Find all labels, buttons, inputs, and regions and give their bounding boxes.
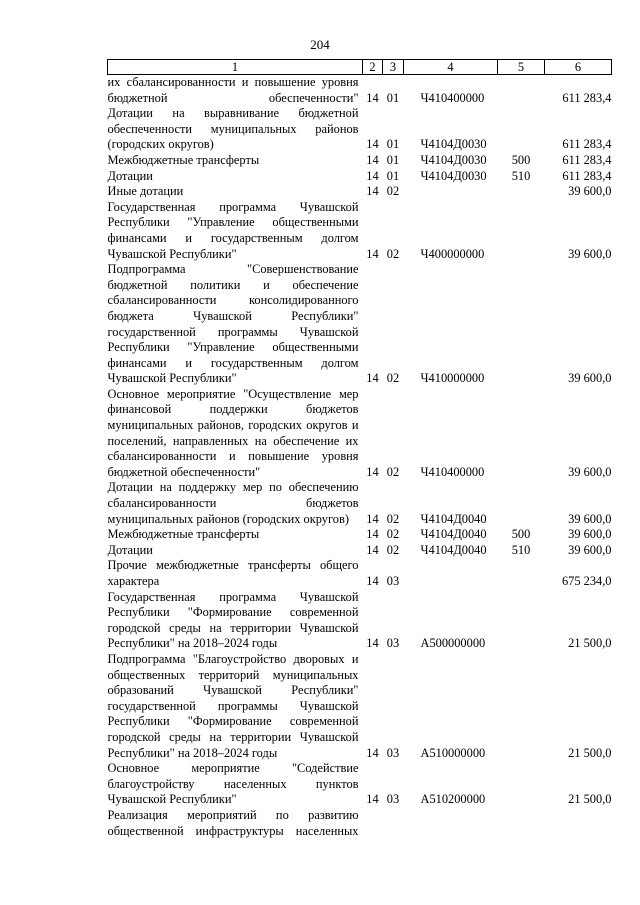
- row-subsection: 02: [386, 464, 400, 479]
- row-section: 14: [366, 542, 379, 557]
- table-row: [108, 527, 612, 543]
- row-amount: 611 283,4: [562, 152, 612, 167]
- row-target-article: Ч410400000: [420, 90, 485, 105]
- row-target-article: Ч400000000: [420, 246, 485, 261]
- row-expense-type: [498, 200, 545, 262]
- row-target-article: Ч4104Д0040: [420, 527, 487, 542]
- row-amount: 39 600,0: [568, 542, 612, 557]
- column-header-section: 2: [363, 60, 383, 75]
- row-target-article: [404, 808, 498, 839]
- row-section: 14: [366, 511, 379, 526]
- table-row: [108, 169, 612, 185]
- row-subsection: 02: [386, 246, 400, 261]
- row-expense-type: 500: [511, 152, 531, 167]
- row-subsection: 02: [386, 511, 400, 526]
- row-expense-type: 500: [511, 527, 531, 542]
- row-target-article: А510000000: [420, 745, 486, 760]
- row-amount: 39 600,0: [568, 184, 612, 199]
- row-subsection: 01: [386, 152, 400, 167]
- row-subsection: 02: [386, 527, 400, 542]
- row-amount: 39 600,0: [568, 371, 612, 386]
- row-amount: 39 600,0: [568, 527, 612, 542]
- column-header-expense-type: 5: [498, 60, 545, 75]
- column-header-target-article: 4: [404, 60, 498, 75]
- row-section: 14: [366, 184, 379, 199]
- row-target-article: А510200000: [420, 792, 486, 807]
- row-expense-type: 510: [511, 168, 531, 183]
- row-subsection: 02: [386, 184, 400, 199]
- row-name: Подпрограмма "Благоустройство дворовых и общественных территорий муниципальных образований Чувашской Республики" государственной программы Чувашской Республики "Формирование современной городской среды на территории Чувашской Республики" на 2018–2024 годы: [107, 651, 359, 760]
- row-subsection: 02: [386, 371, 400, 386]
- row-expense-type: [498, 75, 545, 107]
- row-section: [363, 808, 383, 839]
- row-section: 14: [366, 168, 379, 183]
- table-row: [108, 480, 612, 527]
- row-expense-type: [498, 387, 545, 481]
- row-subsection: 03: [386, 574, 400, 588]
- table-row: [108, 200, 612, 262]
- row-target-article: [404, 184, 498, 200]
- row-amount: 39 600,0: [568, 511, 612, 526]
- row-amount: 611 283,4: [562, 90, 612, 105]
- row-expense-type: [498, 808, 545, 839]
- row-expense-type: [498, 262, 545, 387]
- row-expense-type: [498, 652, 545, 761]
- row-section: 14: [366, 745, 379, 760]
- row-section: 14: [366, 792, 379, 807]
- row-expense-type: [498, 106, 545, 153]
- row-section: 14: [366, 371, 379, 386]
- row-section: 14: [366, 90, 379, 105]
- table-row: [108, 590, 612, 652]
- table-row: [108, 652, 612, 761]
- row-name: Основное мероприятие "Осуществление мер финансовой поддержки бюджетов муниципальных районов, городских округов и поселений, направленных на обеспечение их сбалансированности и повышение уровня бюджетной обеспеченности": [107, 386, 359, 479]
- row-expense-type: 510: [511, 542, 531, 557]
- table-row: [108, 808, 612, 839]
- column-header-amount: 6: [545, 60, 612, 75]
- row-section: 14: [366, 152, 379, 167]
- row-name: Иные дотации: [107, 184, 184, 199]
- row-expense-type: [498, 590, 545, 652]
- row-amount: 611 283,4: [562, 137, 612, 152]
- row-subsection: 03: [386, 636, 400, 651]
- row-expense-type: [498, 558, 545, 589]
- row-amount: 39 600,0: [568, 246, 612, 261]
- row-expense-type: [498, 480, 545, 527]
- row-expense-type: [498, 761, 545, 808]
- row-name: Дотации на поддержку мер по обеспечению сбалансированности бюджетов муниципальных районов (городских округов): [107, 480, 359, 526]
- row-subsection: 01: [386, 137, 400, 152]
- column-header-name: 1: [108, 60, 363, 75]
- row-name: Подпрограмма "Совершенствование бюджетной политики и обеспечение сбалансированности консолидированного бюджета Чувашской Республики" государственной программы Чувашской Республики "Управление общественными финансами и государственным долгом Чувашской Республики": [107, 262, 359, 386]
- table-row: [108, 153, 612, 169]
- row-amount: 611 283,4: [562, 168, 612, 183]
- table-row: [108, 184, 612, 200]
- row-subsection: 02: [386, 542, 400, 557]
- page-number: 204: [310, 37, 330, 52]
- row-section: 14: [366, 464, 379, 479]
- row-subsection: 01: [386, 90, 400, 105]
- row-name: Государственная программа Чувашской Республики "Управление общественными финансами и государственным долгом Чувашской Республики": [107, 199, 359, 261]
- row-name: их сбалансированности и повышение уровня бюджетной обеспеченности": [107, 75, 359, 105]
- row-name: Дотации: [107, 542, 153, 557]
- row-name: Межбюджетные трансферты: [107, 527, 260, 542]
- row-section: 14: [366, 574, 379, 588]
- row-target-article: Ч4104Д0030: [420, 137, 487, 152]
- row-target-article: Ч410400000: [420, 464, 485, 479]
- row-name: Государственная программа Чувашской Республики "Формирование современной городской среды на территории Чувашской Республики" на 2018–2024 годы: [107, 589, 359, 651]
- row-name: Реализация мероприятий по развитию общественной инфраструктуры населенных: [107, 807, 359, 838]
- row-section: 14: [366, 137, 379, 152]
- row-target-article: [404, 558, 498, 589]
- row-subsection: [383, 808, 404, 839]
- row-subsection: 03: [386, 745, 400, 760]
- row-amount: 675 234,0: [561, 574, 612, 588]
- row-amount: 21 500,0: [568, 745, 612, 760]
- table-row: [108, 387, 612, 481]
- row-name: Прочие межбюджетные трансферты общего характера: [107, 558, 359, 588]
- row-section: 14: [366, 246, 379, 261]
- row-amount: 21 500,0: [568, 636, 612, 651]
- column-header-subsection: 3: [383, 60, 404, 75]
- row-subsection: 03: [386, 792, 400, 807]
- row-name: Основное мероприятие "Содействие благоустройству населенных пунктов Чувашской Республики": [107, 761, 359, 807]
- table-row: [108, 761, 612, 808]
- row-amount: 39 600,0: [568, 464, 612, 479]
- row-section: 14: [366, 527, 379, 542]
- row-name: Дотации на выравнивание бюджетной обеспеченности муниципальных районов (городских округов): [107, 106, 359, 152]
- row-expense-type: [498, 184, 545, 200]
- table-row: [108, 543, 612, 559]
- table-row: [108, 106, 612, 153]
- row-target-article: А500000000: [420, 636, 486, 651]
- row-name: Межбюджетные трансферты: [107, 152, 260, 167]
- budget-table: [107, 59, 612, 839]
- row-amount: 21 500,0: [568, 792, 612, 807]
- row-amount: [545, 808, 612, 839]
- row-target-article: Ч410000000: [420, 371, 485, 386]
- table-row: [108, 558, 612, 589]
- row-section: 14: [366, 636, 379, 651]
- row-target-article: Ч4104Д0030: [420, 168, 487, 183]
- row-target-article: Ч4104Д0040: [420, 542, 487, 557]
- table-row: [108, 262, 612, 387]
- table-row: [108, 75, 612, 107]
- table-header-row: [108, 60, 612, 75]
- row-name: Дотации: [107, 168, 153, 183]
- row-target-article: Ч4104Д0040: [420, 511, 487, 526]
- row-target-article: Ч4104Д0030: [420, 152, 487, 167]
- row-subsection: 01: [386, 168, 400, 183]
